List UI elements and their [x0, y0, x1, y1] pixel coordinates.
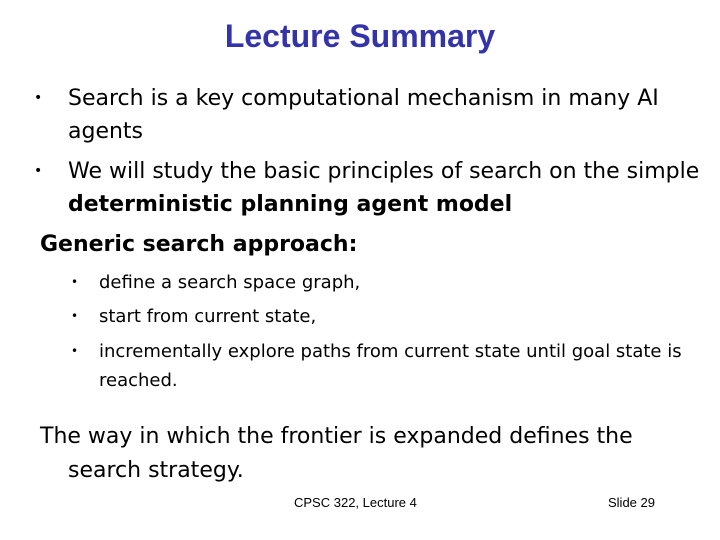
- sub-bullet-item: [71, 337, 691, 395]
- bullet-item: [34, 82, 704, 148]
- sub-bullet-text: define a search space graph,: [99, 272, 361, 293]
- bullet-text-bold: deterministic planning agent model: [68, 192, 513, 217]
- footer-slide-number: Slide 29: [608, 495, 655, 510]
- conclusion-line-1: The way in which the frontier is expanded defines the: [40, 424, 633, 449]
- sub-bullet-text: start from current state,: [99, 306, 317, 327]
- conclusion-line-2: search strategy.: [68, 458, 244, 483]
- bullet-dot: •: [34, 163, 43, 179]
- sub-bullet-item: [71, 268, 691, 297]
- sub-bullet-dot: •: [71, 275, 79, 289]
- sub-bullet-dot: •: [71, 309, 79, 323]
- bullet-item: [34, 155, 704, 221]
- bullet-text: Search is a key computational mechanism in many AI agents: [68, 86, 659, 144]
- sub-bullet-dot: •: [71, 344, 79, 358]
- sub-bullet-text: incrementally explore paths from current state until goal state is reached.: [99, 341, 682, 391]
- bullet-text-plain: We will study the basic principles of search on the simple: [68, 159, 700, 184]
- footer-course: CPSC 322, Lecture 4: [294, 495, 417, 510]
- bullet-text: [34, 155, 704, 221]
- section-heading: Generic search approach:: [40, 232, 358, 257]
- sub-bullet-item: [71, 302, 691, 331]
- conclusion-paragraph: [40, 420, 700, 488]
- bullet-dot: •: [34, 90, 43, 106]
- slide-title: Lecture Summary: [224, 18, 496, 54]
